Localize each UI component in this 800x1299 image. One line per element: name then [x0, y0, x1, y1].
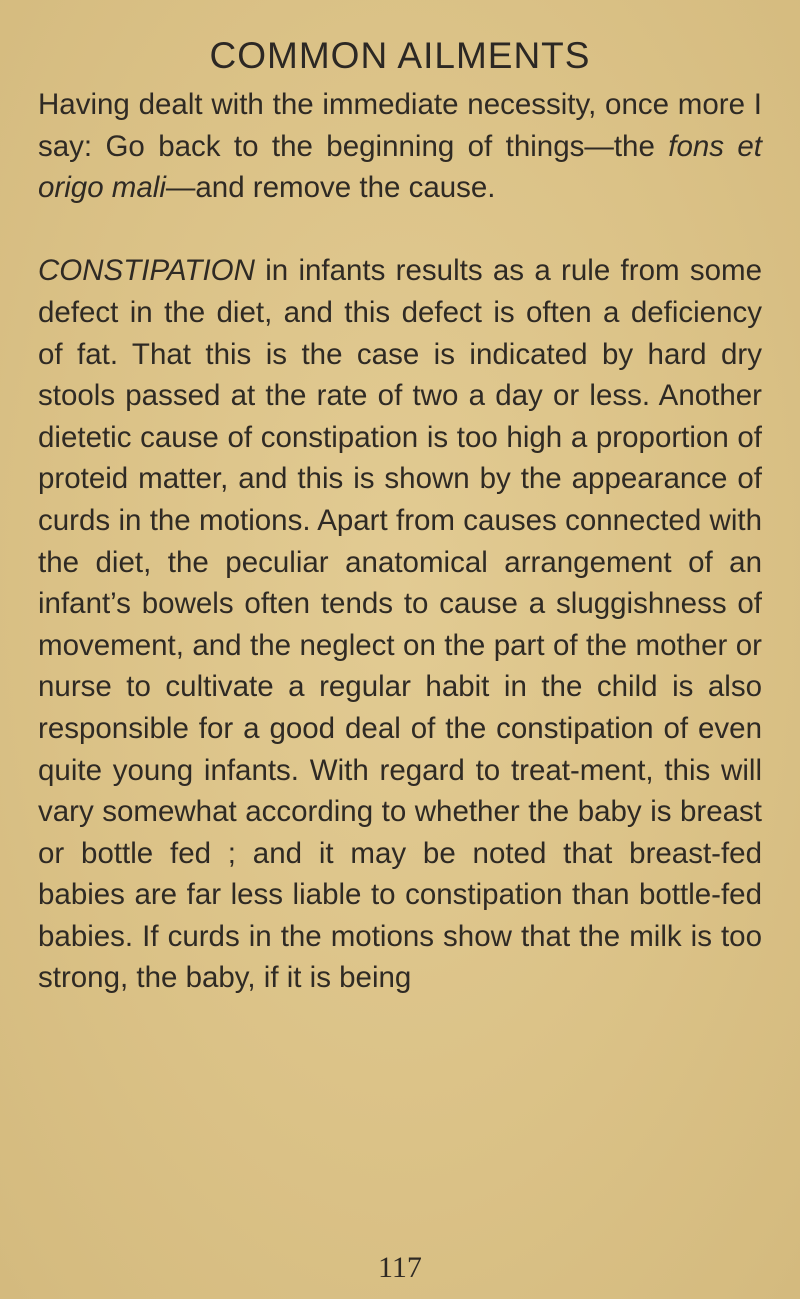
- paragraph-2: [38, 250, 762, 999]
- running-head: COMMON AILMENTS: [209, 35, 591, 76]
- paragraph-1: [38, 84, 762, 209]
- page-number: 117: [378, 1251, 422, 1284]
- body-text: [38, 84, 762, 999]
- paragraph-1-text-end: —and remove the cause.: [165, 171, 496, 205]
- paragraph-1-text-start: Having dealt with the immediate necessity, once more I say: Go back to the beginning of things—the: [38, 88, 762, 163]
- section-heading: CONSTIPATION: [38, 254, 255, 288]
- paragraph-2-text: in infants results as a rule from some defect in the diet, and this defect is often a deficiency of fat. That this is the case is indicated by hard dry stools passed at the rate of two a day or less. Another dietetic cause of constipation is too high a proportion of proteid matter, and this is shown by the appearance of curds in the motions. Apart from causes connected with the diet, the peculiar anatomical arrangement of an infant’s bowels often tends to cause a sluggishness of movement, and the neglect on the part of the mother or nurse to cultivate a regular habit in the child is also responsible for a good deal of the constipation of even quite young infants. With regard to treat-ment, this will vary somewhat according to whether the baby is breast or bottle fed ; and it may be noted that breast-fed babies are far less liable to constipation than bottle-fed babies. If curds in the motions show that the milk is too strong, the baby, if it is being: [38, 254, 762, 995]
- latin-phrase: fons et origo mali: [38, 129, 762, 205]
